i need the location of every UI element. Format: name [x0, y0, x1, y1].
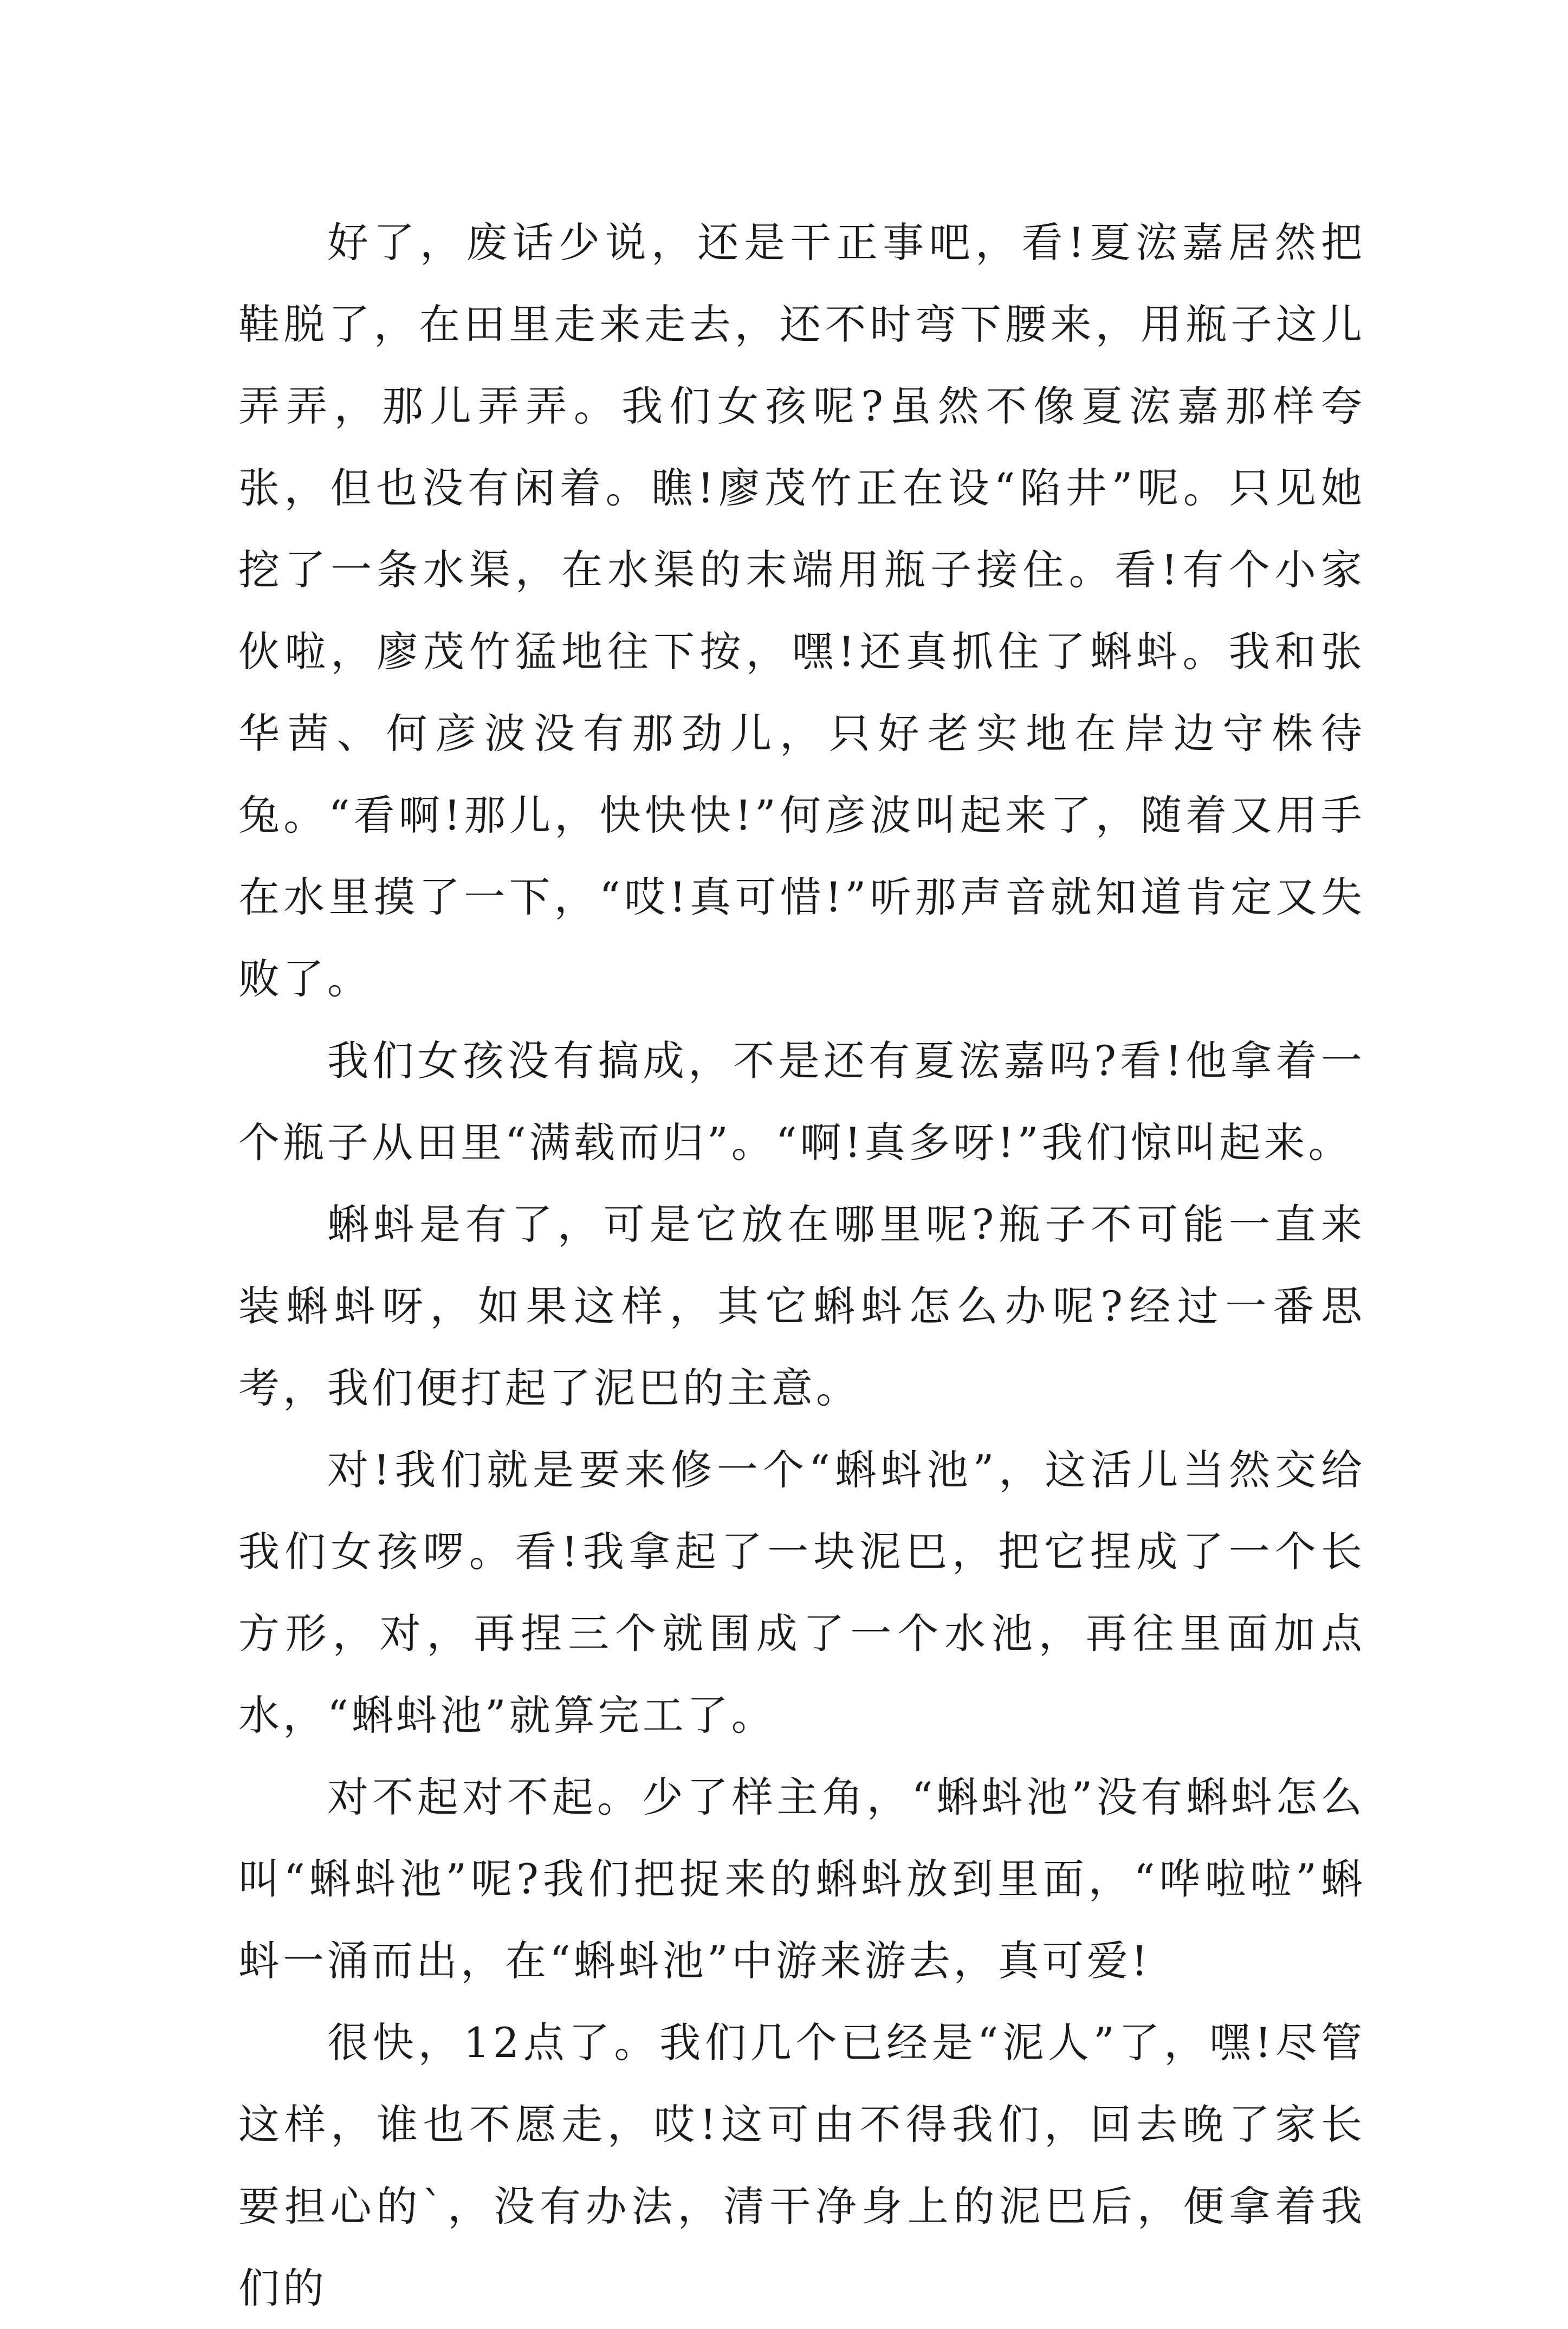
paragraph: 我们女孩没有搞成，不是还有夏浤嘉吗?看!他拿着一个瓶子从田里“满载而归”。“啊!真多呀!”我们惊叫起来。	[238, 1037, 1365, 1167]
paragraph: 很快，12点了。我们几个已经是“泥人”了，嘿!尽管这样，谁也不愿走，哎!这可由不得我们，回去晚了家长要担心的`，没有办法，清干净身上的泥巴后，便拿着我们的	[238, 2019, 1365, 2312]
paragraph: 对!我们就是要来修一个“蝌蚪池”，这活儿当然交给我们女孩啰。看!我拿起了一块泥巴，把它捏成了一个长方形，对，再捏三个就围成了一个水池，再往里面加点水，“蝌蚪池”就算完工了。	[238, 1446, 1365, 1739]
paragraph: 蝌蚪是有了，可是它放在哪里呢?瓶子不可能一直来装蝌蚪呀，如果这样，其它蝌蚪怎么办呢?经过一番思考，我们便打起了泥巴的主意。	[238, 1200, 1365, 1412]
paragraph: 对不起对不起。少了样主角，“蝌蚪池”没有蝌蚪怎么叫“蝌蚪池”呢?我们把捉来的蝌蚪放到里面，“哗啦啦”蝌蚪一涌而出，在“蝌蚪池”中游来游去，真可爱!	[238, 1773, 1365, 1985]
paragraph: 好了，废话少说，还是干正事吧，看!夏浤嘉居然把鞋脱了，在田里走来走去，还不时弯下腰来，用瓶子这儿弄弄，那儿弄弄。我们女孩呢?虽然不像夏浤嘉那样夸张，但也没有闲着。瞧!廖茂竹正在设“陷井”呢。只见她挖了一条水渠，在水渠的末端用瓶子接住。看!有个小家伙啦，廖茂竹猛地往下按，嘿!还真抓住了蝌蚪。我和张华茜、何彦波没有那劲儿，只好老实地在岸边守株待兔。“看啊!那儿，快快快!”何彦波叫起来了，随着又用手在水里摸了一下，“哎!真可惜!”听那声音就知道肯定又失败了。	[238, 218, 1365, 1003]
body-text	[238, 202, 1365, 2329]
